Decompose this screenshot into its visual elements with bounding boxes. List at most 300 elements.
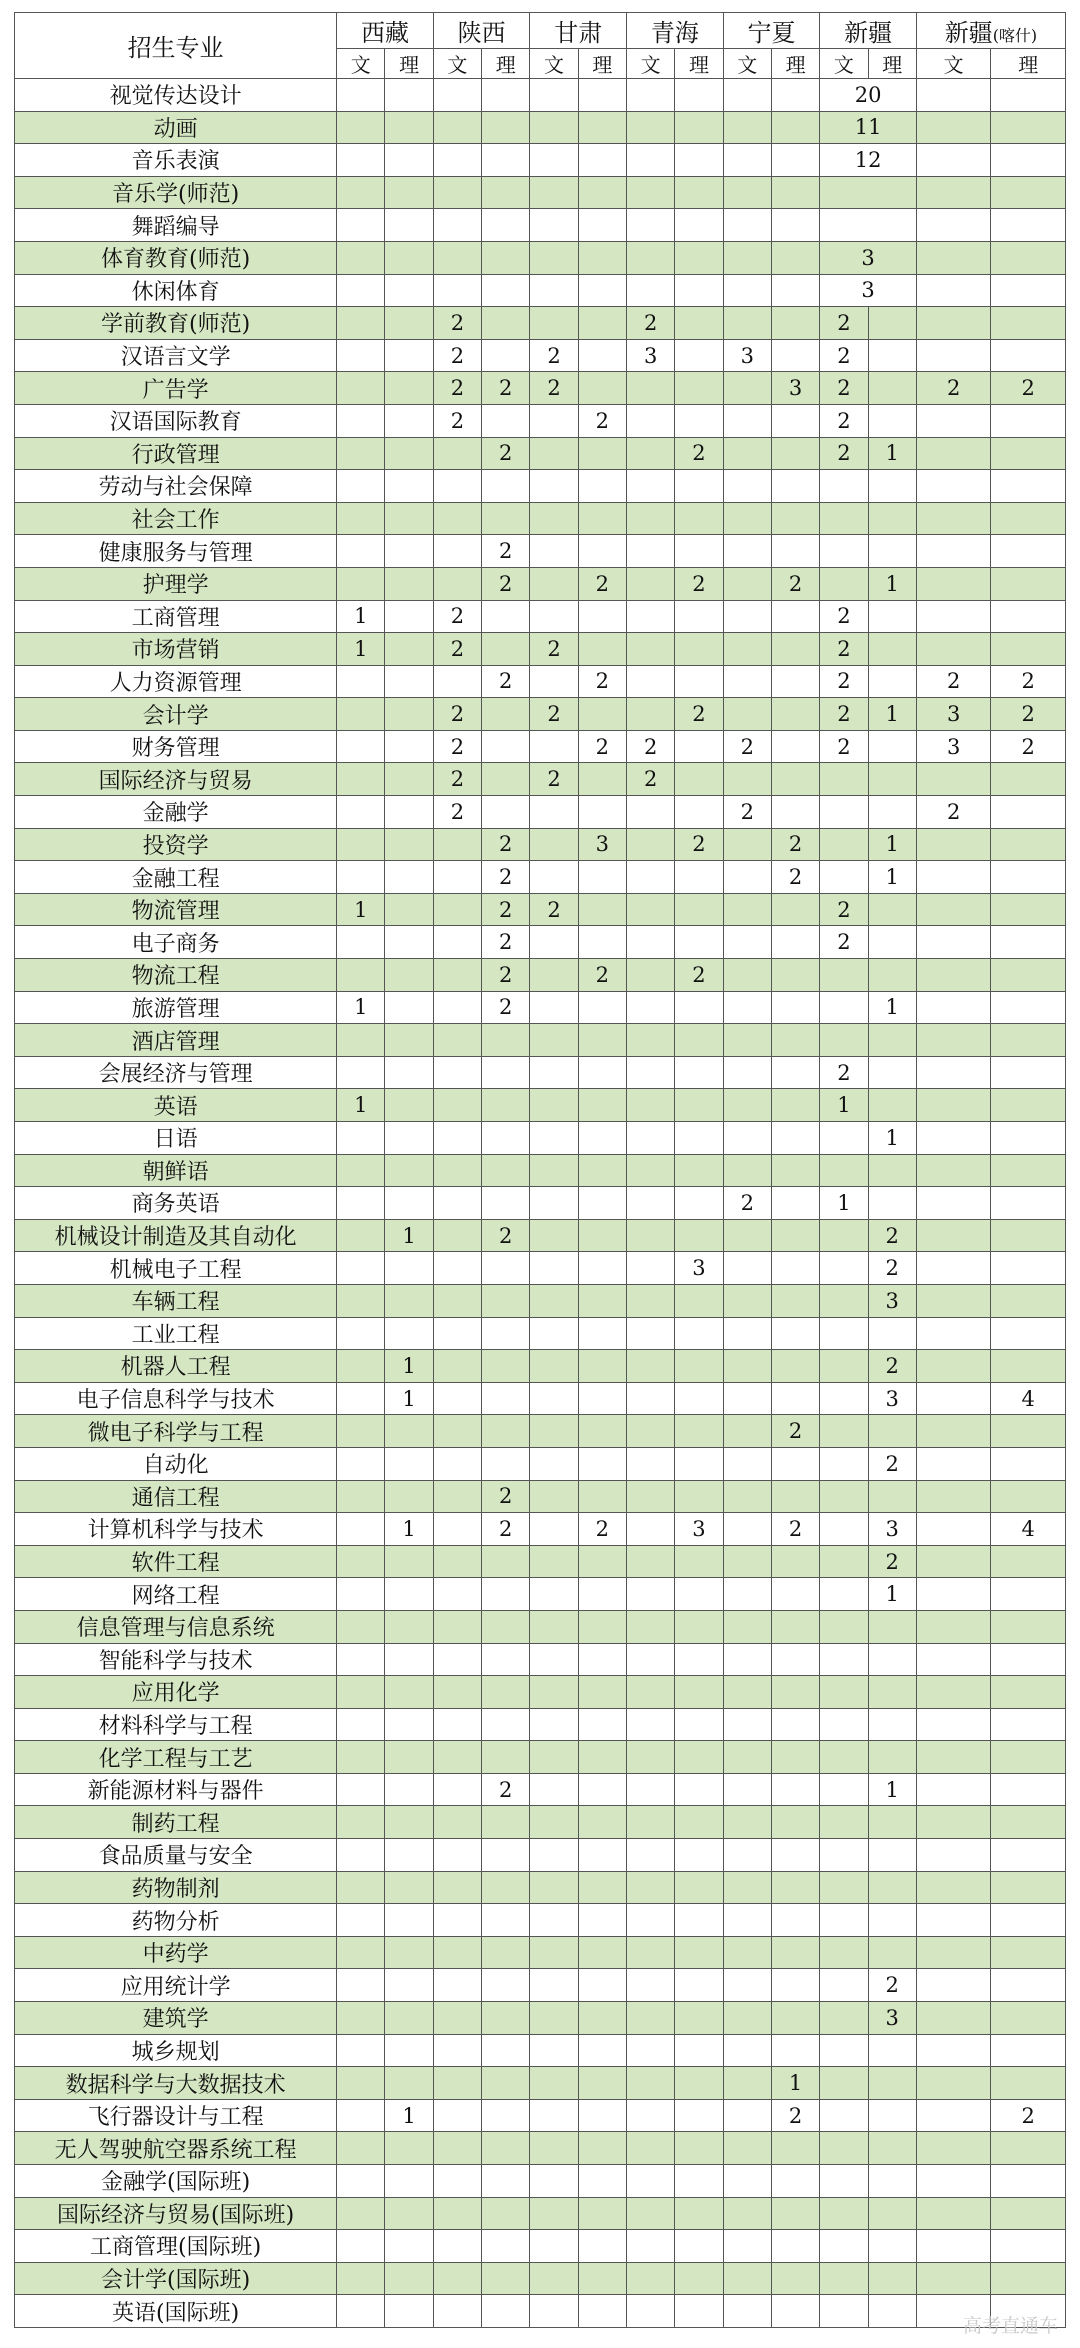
track-header-wen: 文 — [337, 49, 385, 79]
quota-cell — [820, 2197, 868, 2230]
quota-cell — [578, 2099, 626, 2132]
quota-cell — [433, 111, 481, 144]
quota-cell — [530, 2295, 578, 2328]
quota-cell — [771, 1382, 819, 1415]
quota-cell — [627, 1252, 675, 1285]
quota-cell: 2 — [433, 763, 481, 796]
quota-cell — [627, 665, 675, 698]
quota-cell — [385, 502, 433, 535]
quota-cell — [433, 567, 481, 600]
quota-cell — [868, 2230, 916, 2263]
quota-cell: 2 — [771, 828, 819, 861]
quota-cell — [991, 1578, 1066, 1611]
quota-cell — [916, 1610, 990, 1643]
quota-cell — [530, 600, 578, 633]
table-row — [15, 1382, 1066, 1415]
quota-cell — [868, 1056, 916, 1089]
quota-cell — [433, 861, 481, 894]
quota-cell — [723, 893, 771, 926]
quota-cell — [433, 1122, 481, 1155]
quota-cell — [820, 2002, 868, 2035]
quota-cell — [627, 1936, 675, 1969]
quota-cell — [771, 111, 819, 144]
quota-cell — [385, 2165, 433, 2198]
quota-cell — [868, 1024, 916, 1057]
major-name-cell: 休闲体育 — [15, 274, 337, 307]
quota-cell — [482, 2034, 530, 2067]
quota-cell — [991, 1806, 1066, 1839]
quota-cell — [433, 1839, 481, 1872]
quota-cell — [916, 991, 990, 1024]
quota-cell — [771, 730, 819, 763]
quota-cell — [991, 1447, 1066, 1480]
quota-cell — [723, 535, 771, 568]
quota-cell — [723, 1219, 771, 1252]
quota-cell — [675, 1350, 723, 1383]
quota-cell — [482, 144, 530, 177]
quota-cell — [916, 1350, 990, 1383]
quota-cell — [771, 1871, 819, 1904]
quota-cell — [627, 698, 675, 731]
quota-cell — [675, 1284, 723, 1317]
quota-cell — [482, 1056, 530, 1089]
quota-cell — [916, 2197, 990, 2230]
quota-cell — [991, 633, 1066, 666]
quota-cell — [771, 1350, 819, 1383]
quota-cell — [675, 1317, 723, 1350]
major-name-cell: 音乐学(师范) — [15, 176, 337, 209]
quota-cell — [820, 796, 868, 829]
quota-cell — [433, 1480, 481, 1513]
quota-cell — [433, 1610, 481, 1643]
quota-cell — [482, 2165, 530, 2198]
quota-cell — [578, 600, 626, 633]
province-header-xinjiang-kashgar: 新疆(喀什) — [916, 13, 1065, 49]
table-row — [15, 1871, 1066, 1904]
table-row — [15, 1154, 1066, 1187]
table-row — [15, 1252, 1066, 1285]
quota-cell — [916, 828, 990, 861]
major-name-cell: 汉语国际教育 — [15, 404, 337, 437]
quota-cell — [991, 176, 1066, 209]
quota-cell — [337, 567, 385, 600]
quota-cell — [337, 339, 385, 372]
quota-cell — [482, 241, 530, 274]
quota-cell: 1 — [337, 600, 385, 633]
quota-cell — [916, 2262, 990, 2295]
quota-cell: 2 — [530, 893, 578, 926]
major-name-cell: 物流工程 — [15, 959, 337, 992]
quota-cell — [675, 861, 723, 894]
quota-cell — [578, 1382, 626, 1415]
quota-cell — [627, 2034, 675, 2067]
major-name-cell: 材料科学与工程 — [15, 1708, 337, 1741]
quota-cell — [820, 828, 868, 861]
quota-cell — [820, 1284, 868, 1317]
quota-cell — [578, 991, 626, 1024]
quota-cell — [433, 1741, 481, 1774]
quota-cell — [578, 1187, 626, 1220]
quota-cell — [627, 1219, 675, 1252]
quota-cell — [868, 1480, 916, 1513]
quota-cell — [578, 241, 626, 274]
quota-cell — [771, 535, 819, 568]
quota-cell — [627, 241, 675, 274]
major-name-cell: 会计学 — [15, 698, 337, 731]
quota-cell — [991, 2034, 1066, 2067]
table-row — [15, 1969, 1066, 2002]
quota-cell — [627, 1806, 675, 1839]
quota-cell — [771, 1741, 819, 1774]
quota-cell — [578, 1545, 626, 1578]
quota-cell — [723, 567, 771, 600]
quota-cell: 2 — [578, 404, 626, 437]
major-name-cell: 汉语言文学 — [15, 339, 337, 372]
quota-cell — [723, 2099, 771, 2132]
quota-cell — [868, 1317, 916, 1350]
quota-cell — [675, 209, 723, 242]
quota-cell — [578, 1480, 626, 1513]
quota-cell: 3 — [916, 730, 990, 763]
quota-cell — [627, 2165, 675, 2198]
quota-cell — [627, 1839, 675, 1872]
quota-cell — [723, 1578, 771, 1611]
quota-cell — [385, 991, 433, 1024]
quota-cell — [991, 1839, 1066, 1872]
quota-cell — [530, 567, 578, 600]
quota-cell — [530, 79, 578, 112]
quota-cell — [627, 1676, 675, 1709]
quota-cell — [627, 1056, 675, 1089]
quota-cell — [337, 1154, 385, 1187]
major-name-cell: 舞蹈编导 — [15, 209, 337, 242]
quota-cell — [482, 2230, 530, 2263]
quota-cell — [578, 372, 626, 405]
quota-cell — [771, 241, 819, 274]
quota-cell — [991, 1936, 1066, 1969]
quota-cell: 1 — [385, 1513, 433, 1546]
quota-cell — [675, 274, 723, 307]
quota-cell — [723, 2034, 771, 2067]
quota-cell — [530, 1024, 578, 1057]
quota-cell — [578, 1447, 626, 1480]
quota-cell — [530, 1447, 578, 1480]
quota-cell — [627, 1350, 675, 1383]
table-row — [15, 437, 1066, 470]
quota-cell — [433, 2262, 481, 2295]
quota-cell: 2 — [578, 959, 626, 992]
table-row — [15, 2099, 1066, 2132]
table-row — [15, 1904, 1066, 1937]
quota-cell: 2 — [723, 730, 771, 763]
table-row — [15, 665, 1066, 698]
quota-cell — [820, 502, 868, 535]
quota-cell — [433, 1806, 481, 1839]
quota-cell — [530, 2262, 578, 2295]
table-row — [15, 339, 1066, 372]
province-header-xizang: 西藏 — [337, 13, 434, 49]
quota-cell — [578, 1219, 626, 1252]
major-name-cell: 自动化 — [15, 1447, 337, 1480]
quota-cell — [530, 1480, 578, 1513]
table-row — [15, 1708, 1066, 1741]
major-name-cell: 行政管理 — [15, 437, 337, 470]
table-row — [15, 111, 1066, 144]
quota-cell: 2 — [820, 698, 868, 731]
quota-cell: 2 — [991, 665, 1066, 698]
quota-cell — [675, 176, 723, 209]
quota-cell — [337, 1969, 385, 2002]
quota-cell — [723, 1122, 771, 1155]
quota-cell — [991, 600, 1066, 633]
quota-cell — [991, 404, 1066, 437]
quota-cell — [820, 1839, 868, 1872]
quota-cell — [675, 1480, 723, 1513]
quota-cell — [675, 991, 723, 1024]
quota-cell — [991, 2165, 1066, 2198]
quota-cell — [433, 991, 481, 1024]
quota-cell: 2 — [868, 1350, 916, 1383]
quota-cell — [771, 665, 819, 698]
quota-cell — [675, 1056, 723, 1089]
quota-cell — [723, 1708, 771, 1741]
major-name-cell: 微电子科学与工程 — [15, 1415, 337, 1448]
quota-cell — [723, 1284, 771, 1317]
quota-cell: 3 — [771, 372, 819, 405]
quota-cell — [723, 1936, 771, 1969]
quota-cell — [627, 404, 675, 437]
quota-cell — [675, 79, 723, 112]
quota-cell — [820, 2099, 868, 2132]
quota-cell — [723, 1024, 771, 1057]
quota-cell — [385, 893, 433, 926]
quota-cell: 2 — [482, 535, 530, 568]
major-name-cell: 应用化学 — [15, 1676, 337, 1709]
quota-cell — [771, 307, 819, 340]
quota-cell — [530, 274, 578, 307]
quota-cell — [771, 893, 819, 926]
major-name-cell: 机械设计制造及其自动化 — [15, 1219, 337, 1252]
quota-cell — [916, 470, 990, 503]
quota-cell — [482, 698, 530, 731]
quota-cell — [337, 535, 385, 568]
quota-cell — [530, 991, 578, 1024]
quota-cell — [820, 1969, 868, 2002]
quota-cell — [530, 307, 578, 340]
quota-cell — [723, 1610, 771, 1643]
major-name-cell: 广告学 — [15, 372, 337, 405]
quota-cell — [916, 633, 990, 666]
major-name-cell: 国际经济与贸易(国际班) — [15, 2197, 337, 2230]
quota-cell — [482, 2295, 530, 2328]
quota-cell: 2 — [433, 730, 481, 763]
quota-cell — [482, 307, 530, 340]
quota-cell — [337, 2197, 385, 2230]
quota-cell — [433, 1904, 481, 1937]
quota-cell — [771, 144, 819, 177]
quota-cell — [723, 1382, 771, 1415]
table-row — [15, 1122, 1066, 1155]
quota-cell — [385, 1904, 433, 1937]
track-header-wen: 文 — [820, 49, 868, 79]
quota-cell — [627, 437, 675, 470]
quota-cell — [991, 1969, 1066, 2002]
quota-cell — [385, 241, 433, 274]
quota-cell — [385, 437, 433, 470]
table-row — [15, 991, 1066, 1024]
quota-cell — [991, 79, 1066, 112]
quota-cell — [578, 2262, 626, 2295]
major-name-cell: 朝鲜语 — [15, 1154, 337, 1187]
quota-cell — [433, 1578, 481, 1611]
province-header-shaanxi: 陕西 — [433, 13, 530, 49]
quota-cell — [433, 1056, 481, 1089]
quota-cell — [385, 2295, 433, 2328]
quota-cell: 2 — [482, 959, 530, 992]
quota-cell — [337, 2262, 385, 2295]
quota-cell: 1 — [868, 698, 916, 731]
quota-cell — [868, 1643, 916, 1676]
major-name-cell: 视觉传达设计 — [15, 79, 337, 112]
quota-cell — [991, 307, 1066, 340]
quota-cell — [482, 1578, 530, 1611]
track-header-li: 理 — [868, 49, 916, 79]
quota-cell — [385, 730, 433, 763]
quota-cell — [771, 1447, 819, 1480]
quota-cell — [578, 1643, 626, 1676]
quota-cell — [337, 176, 385, 209]
quota-cell — [771, 2295, 819, 2328]
quota-cell — [385, 470, 433, 503]
major-name-cell: 市场营销 — [15, 633, 337, 666]
quota-cell — [675, 2295, 723, 2328]
quota-cell — [385, 372, 433, 405]
quota-cell — [820, 1350, 868, 1383]
quota-cell — [868, 796, 916, 829]
quota-cell — [771, 176, 819, 209]
major-name-cell: 药物制剂 — [15, 1871, 337, 1904]
table-row — [15, 1480, 1066, 1513]
major-name-cell: 数据科学与大数据技术 — [15, 2067, 337, 2100]
quota-cell — [578, 502, 626, 535]
quota-cell — [530, 730, 578, 763]
quota-cell — [991, 1480, 1066, 1513]
quota-cell: 2 — [433, 698, 481, 731]
major-name-cell: 英语(国际班) — [15, 2295, 337, 2328]
quota-cell — [723, 2067, 771, 2100]
quota-cell — [482, 209, 530, 242]
table-row — [15, 372, 1066, 405]
quota-cell — [820, 1643, 868, 1676]
quota-cell — [482, 1545, 530, 1578]
quota-cell: 1 — [868, 567, 916, 600]
quota-cell — [530, 828, 578, 861]
quota-cell — [433, 1382, 481, 1415]
major-name-cell: 工业工程 — [15, 1317, 337, 1350]
table-row — [15, 567, 1066, 600]
quota-cell — [433, 2099, 481, 2132]
quota-cell — [337, 730, 385, 763]
quota-cell — [433, 828, 481, 861]
quota-cell — [627, 209, 675, 242]
table-row — [15, 796, 1066, 829]
quota-cell — [433, 241, 481, 274]
quota-cell — [916, 404, 990, 437]
quota-cell — [482, 79, 530, 112]
quota-cell — [675, 1545, 723, 1578]
quota-cell — [723, 991, 771, 1024]
quota-cell — [385, 1187, 433, 1220]
quota-cell — [627, 2067, 675, 2100]
quota-cell: 2 — [675, 698, 723, 731]
quota-cell — [771, 2034, 819, 2067]
quota-cell: 2 — [820, 1056, 868, 1089]
quota-cell — [820, 1676, 868, 1709]
quota-cell — [627, 1089, 675, 1122]
table-row — [15, 1839, 1066, 1872]
quota-cell — [675, 1806, 723, 1839]
quota-cell — [385, 1024, 433, 1057]
quota-cell — [482, 1350, 530, 1383]
quota-cell — [627, 1871, 675, 1904]
quota-cell — [723, 79, 771, 112]
quota-cell — [916, 1447, 990, 1480]
quota-cell: 1 — [868, 1122, 916, 1155]
quota-cell — [578, 1154, 626, 1187]
quota-cell — [820, 763, 868, 796]
quota-cell — [385, 1741, 433, 1774]
table-row — [15, 1545, 1066, 1578]
quota-cell — [385, 698, 433, 731]
table-row — [15, 2002, 1066, 2035]
quota-cell: 2 — [482, 828, 530, 861]
quota-cell — [675, 1741, 723, 1774]
quota-cell — [385, 209, 433, 242]
quota-cell — [627, 2295, 675, 2328]
quota-cell — [868, 502, 916, 535]
quota-cell — [675, 307, 723, 340]
quota-cell — [771, 1676, 819, 1709]
quota-cell — [771, 1317, 819, 1350]
quota-cell — [578, 633, 626, 666]
quota-cell — [337, 1839, 385, 1872]
track-header-li: 理 — [991, 49, 1066, 79]
quota-cell — [482, 1676, 530, 1709]
quota-cell — [820, 2295, 868, 2328]
quota-cell: 2 — [530, 339, 578, 372]
quota-cell: 2 — [433, 600, 481, 633]
quota-cell — [868, 959, 916, 992]
quota-cell — [578, 1024, 626, 1057]
quota-cell: 2 — [433, 633, 481, 666]
major-name-cell: 动画 — [15, 111, 337, 144]
quota-cell — [868, 2165, 916, 2198]
quota-cell — [627, 893, 675, 926]
quota-cell: 2 — [675, 828, 723, 861]
quota-cell — [482, 2067, 530, 2100]
quota-cell — [627, 1969, 675, 2002]
quota-cell — [578, 861, 626, 894]
quota-cell — [675, 1708, 723, 1741]
quota-cell — [916, 1806, 990, 1839]
quota-cell — [337, 1317, 385, 1350]
quota-cell — [771, 2132, 819, 2165]
quota-cell — [868, 404, 916, 437]
quota-cell — [675, 730, 723, 763]
quota-cell — [578, 144, 626, 177]
quota-cell — [337, 1741, 385, 1774]
quota-cell: 2 — [627, 307, 675, 340]
